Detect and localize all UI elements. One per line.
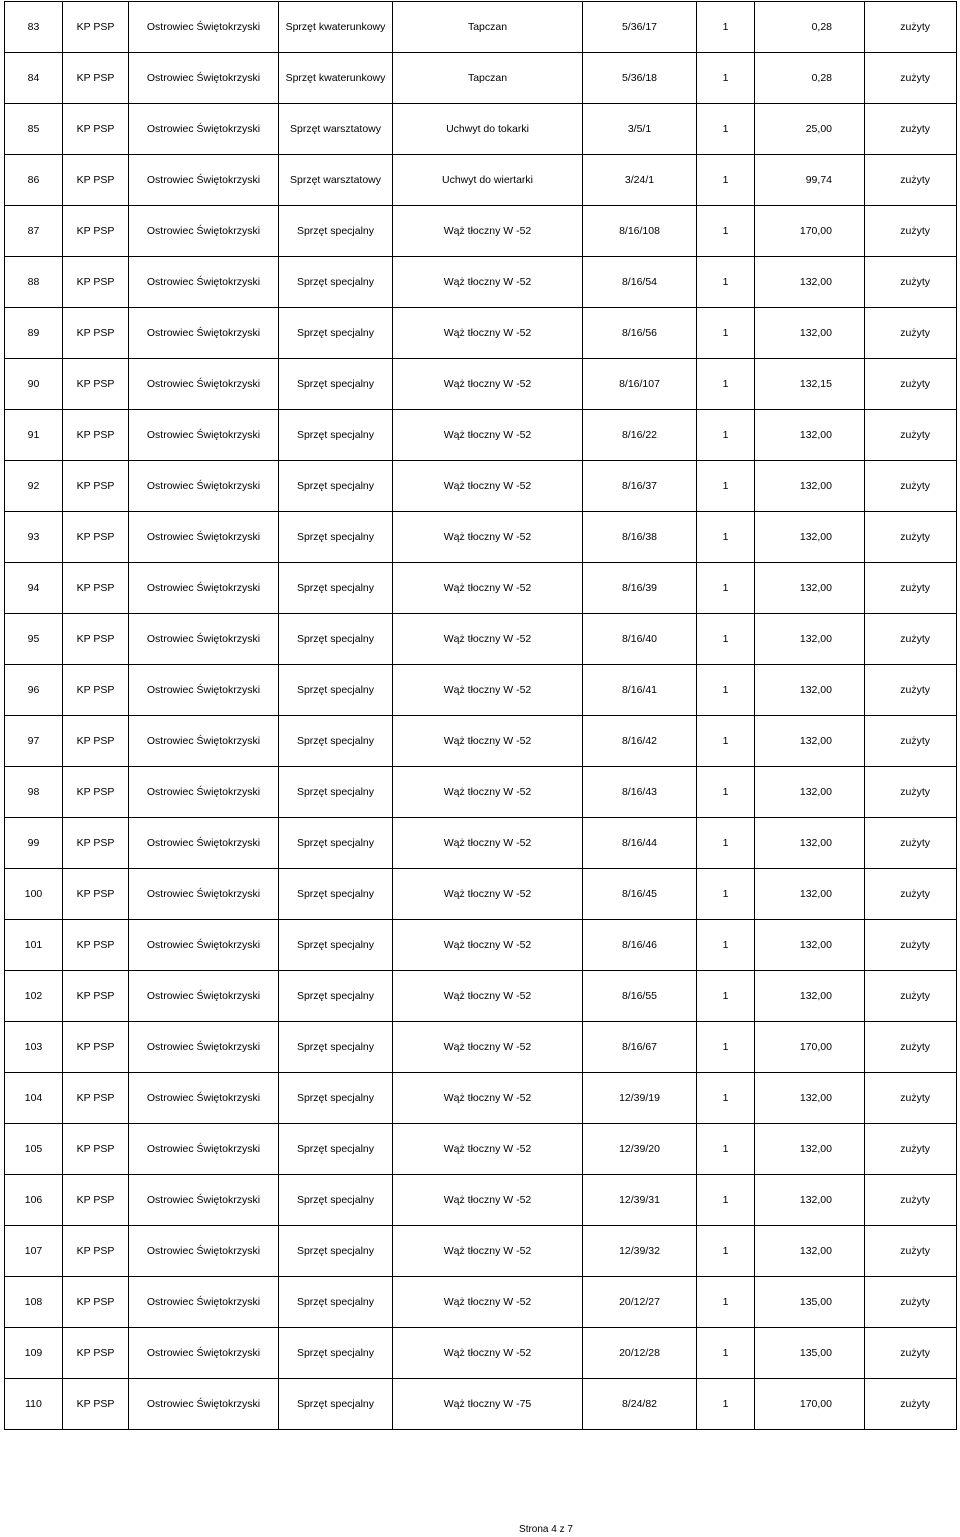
cell-value: 25,00 xyxy=(755,104,865,155)
cell-value: 132,00 xyxy=(755,1226,865,1277)
cell-quantity: 1 xyxy=(697,1073,755,1124)
cell-unit: KP PSP xyxy=(63,869,129,920)
cell-quantity: 1 xyxy=(697,461,755,512)
cell-quantity: 1 xyxy=(697,614,755,665)
cell-inventory-number: 20/12/27 xyxy=(583,1277,697,1328)
cell-lp: 98 xyxy=(5,767,63,818)
table-row xyxy=(5,971,957,1022)
cell-name: Wąż tłoczny W -52 xyxy=(393,716,583,767)
cell-unit: KP PSP xyxy=(63,1073,129,1124)
cell-lp: 84 xyxy=(5,53,63,104)
cell-unit: KP PSP xyxy=(63,1379,129,1430)
cell-city: Ostrowiec Świętokrzyski xyxy=(129,920,279,971)
cell-status: zużyty xyxy=(865,512,957,563)
cell-quantity: 1 xyxy=(697,308,755,359)
cell-quantity: 1 xyxy=(697,869,755,920)
cell-group: Sprzęt kwaterunkowy xyxy=(279,53,393,104)
cell-lp: 109 xyxy=(5,1328,63,1379)
cell-unit: KP PSP xyxy=(63,2,129,53)
cell-inventory-number: 8/16/67 xyxy=(583,1022,697,1073)
cell-city: Ostrowiec Świętokrzyski xyxy=(129,410,279,461)
table-row xyxy=(5,1022,957,1073)
cell-lp: 107 xyxy=(5,1226,63,1277)
cell-group: Sprzęt specjalny xyxy=(279,563,393,614)
cell-value: 135,00 xyxy=(755,1277,865,1328)
cell-status: zużyty xyxy=(865,1022,957,1073)
cell-unit: KP PSP xyxy=(63,410,129,461)
cell-unit: KP PSP xyxy=(63,104,129,155)
cell-value: 132,00 xyxy=(755,563,865,614)
table-row xyxy=(5,716,957,767)
cell-unit: KP PSP xyxy=(63,1328,129,1379)
cell-unit: KP PSP xyxy=(63,308,129,359)
cell-name: Wąż tłoczny W -52 xyxy=(393,1073,583,1124)
cell-inventory-number: 8/16/56 xyxy=(583,308,697,359)
cell-name: Wąż tłoczny W -52 xyxy=(393,767,583,818)
table-row xyxy=(5,461,957,512)
cell-city: Ostrowiec Świętokrzyski xyxy=(129,155,279,206)
cell-lp: 95 xyxy=(5,614,63,665)
table-row xyxy=(5,1175,957,1226)
cell-unit: KP PSP xyxy=(63,359,129,410)
table-row xyxy=(5,920,957,971)
cell-group: Sprzęt specjalny xyxy=(279,869,393,920)
cell-quantity: 1 xyxy=(697,1328,755,1379)
cell-quantity: 1 xyxy=(697,2,755,53)
cell-city: Ostrowiec Świętokrzyski xyxy=(129,665,279,716)
cell-name: Wąż tłoczny W -75 xyxy=(393,1379,583,1430)
cell-group: Sprzęt specjalny xyxy=(279,410,393,461)
cell-quantity: 1 xyxy=(697,410,755,461)
cell-city: Ostrowiec Świętokrzyski xyxy=(129,818,279,869)
cell-city: Ostrowiec Świętokrzyski xyxy=(129,1124,279,1175)
cell-quantity: 1 xyxy=(697,53,755,104)
cell-inventory-number: 8/16/45 xyxy=(583,869,697,920)
cell-inventory-number: 8/16/46 xyxy=(583,920,697,971)
cell-group: Sprzęt specjalny xyxy=(279,461,393,512)
cell-group: Sprzęt specjalny xyxy=(279,1022,393,1073)
cell-lp: 85 xyxy=(5,104,63,155)
cell-lp: 104 xyxy=(5,1073,63,1124)
cell-name: Wąż tłoczny W -52 xyxy=(393,563,583,614)
cell-quantity: 1 xyxy=(697,206,755,257)
cell-value: 0,28 xyxy=(755,53,865,104)
cell-status: zużyty xyxy=(865,920,957,971)
cell-city: Ostrowiec Świętokrzyski xyxy=(129,257,279,308)
table-row xyxy=(5,410,957,461)
table-row xyxy=(5,2,957,53)
cell-quantity: 1 xyxy=(697,818,755,869)
cell-name: Wąż tłoczny W -52 xyxy=(393,359,583,410)
cell-city: Ostrowiec Świętokrzyski xyxy=(129,563,279,614)
table-row xyxy=(5,155,957,206)
cell-lp: 92 xyxy=(5,461,63,512)
cell-value: 132,00 xyxy=(755,308,865,359)
cell-unit: KP PSP xyxy=(63,512,129,563)
cell-lp: 86 xyxy=(5,155,63,206)
cell-status: zużyty xyxy=(865,206,957,257)
cell-value: 132,00 xyxy=(755,920,865,971)
cell-value: 170,00 xyxy=(755,206,865,257)
cell-status: zużyty xyxy=(865,716,957,767)
table-row xyxy=(5,665,957,716)
cell-name: Wąż tłoczny W -52 xyxy=(393,920,583,971)
table-row xyxy=(5,104,957,155)
cell-inventory-number: 5/36/17 xyxy=(583,2,697,53)
cell-unit: KP PSP xyxy=(63,1277,129,1328)
cell-city: Ostrowiec Świętokrzyski xyxy=(129,614,279,665)
cell-name: Wąż tłoczny W -52 xyxy=(393,461,583,512)
cell-name: Wąż tłoczny W -52 xyxy=(393,1124,583,1175)
table-row xyxy=(5,53,957,104)
cell-city: Ostrowiec Świętokrzyski xyxy=(129,971,279,1022)
cell-inventory-number: 3/5/1 xyxy=(583,104,697,155)
cell-status: zużyty xyxy=(865,308,957,359)
cell-name: Wąż tłoczny W -52 xyxy=(393,818,583,869)
cell-name: Wąż tłoczny W -52 xyxy=(393,614,583,665)
cell-unit: KP PSP xyxy=(63,971,129,1022)
cell-status: zużyty xyxy=(865,971,957,1022)
cell-inventory-number: 8/16/43 xyxy=(583,767,697,818)
cell-city: Ostrowiec Świętokrzyski xyxy=(129,53,279,104)
cell-city: Ostrowiec Świętokrzyski xyxy=(129,104,279,155)
cell-status: zużyty xyxy=(865,818,957,869)
cell-status: zużyty xyxy=(865,2,957,53)
cell-quantity: 1 xyxy=(697,767,755,818)
cell-status: zużyty xyxy=(865,257,957,308)
cell-unit: KP PSP xyxy=(63,665,129,716)
cell-quantity: 1 xyxy=(697,104,755,155)
cell-quantity: 1 xyxy=(697,1379,755,1430)
table-row xyxy=(5,869,957,920)
cell-value: 132,00 xyxy=(755,512,865,563)
cell-name: Wąż tłoczny W -52 xyxy=(393,1226,583,1277)
table-row xyxy=(5,767,957,818)
cell-quantity: 1 xyxy=(697,665,755,716)
cell-name: Wąż tłoczny W -52 xyxy=(393,665,583,716)
cell-name: Wąż tłoczny W -52 xyxy=(393,257,583,308)
cell-name: Uchwyt do wiertarki xyxy=(393,155,583,206)
cell-value: 132,00 xyxy=(755,614,865,665)
cell-lp: 102 xyxy=(5,971,63,1022)
cell-unit: KP PSP xyxy=(63,1124,129,1175)
cell-group: Sprzęt specjalny xyxy=(279,512,393,563)
table-row xyxy=(5,1328,957,1379)
cell-status: zużyty xyxy=(865,1379,957,1430)
cell-status: zużyty xyxy=(865,1073,957,1124)
table-row xyxy=(5,359,957,410)
table-row xyxy=(5,206,957,257)
cell-unit: KP PSP xyxy=(63,920,129,971)
table-row xyxy=(5,818,957,869)
cell-quantity: 1 xyxy=(697,1226,755,1277)
cell-group: Sprzęt specjalny xyxy=(279,359,393,410)
cell-group: Sprzęt specjalny xyxy=(279,1124,393,1175)
cell-lp: 94 xyxy=(5,563,63,614)
cell-city: Ostrowiec Świętokrzyski xyxy=(129,1022,279,1073)
table-row xyxy=(5,1226,957,1277)
cell-name: Wąż tłoczny W -52 xyxy=(393,971,583,1022)
cell-lp: 93 xyxy=(5,512,63,563)
cell-name: Wąż tłoczny W -52 xyxy=(393,1328,583,1379)
cell-status: zużyty xyxy=(865,410,957,461)
cell-inventory-number: 8/16/54 xyxy=(583,257,697,308)
cell-inventory-number: 8/16/37 xyxy=(583,461,697,512)
cell-status: zużyty xyxy=(865,104,957,155)
cell-value: 99,74 xyxy=(755,155,865,206)
table-row xyxy=(5,1379,957,1430)
table-row xyxy=(5,512,957,563)
cell-value: 132,00 xyxy=(755,257,865,308)
cell-city: Ostrowiec Świętokrzyski xyxy=(129,1328,279,1379)
cell-name: Wąż tłoczny W -52 xyxy=(393,1277,583,1328)
cell-value: 0,28 xyxy=(755,2,865,53)
cell-status: zużyty xyxy=(865,614,957,665)
cell-value: 132,00 xyxy=(755,410,865,461)
cell-name: Tapczan xyxy=(393,53,583,104)
cell-group: Sprzęt specjalny xyxy=(279,716,393,767)
cell-status: zużyty xyxy=(865,665,957,716)
cell-unit: KP PSP xyxy=(63,614,129,665)
cell-unit: KP PSP xyxy=(63,461,129,512)
cell-unit: KP PSP xyxy=(63,1226,129,1277)
cell-city: Ostrowiec Świętokrzyski xyxy=(129,1379,279,1430)
table-row xyxy=(5,308,957,359)
inventory-table xyxy=(4,1,957,1430)
cell-quantity: 1 xyxy=(697,155,755,206)
cell-lp: 91 xyxy=(5,410,63,461)
cell-lp: 97 xyxy=(5,716,63,767)
cell-status: zużyty xyxy=(865,1175,957,1226)
cell-value: 132,00 xyxy=(755,869,865,920)
cell-quantity: 1 xyxy=(697,716,755,767)
cell-quantity: 1 xyxy=(697,971,755,1022)
cell-value: 132,00 xyxy=(755,971,865,1022)
cell-unit: KP PSP xyxy=(63,1175,129,1226)
table-row xyxy=(5,563,957,614)
cell-name: Wąż tłoczny W -52 xyxy=(393,206,583,257)
cell-inventory-number: 12/39/32 xyxy=(583,1226,697,1277)
cell-group: Sprzęt specjalny xyxy=(279,1226,393,1277)
table-row xyxy=(5,1277,957,1328)
cell-value: 132,00 xyxy=(755,461,865,512)
cell-group: Sprzęt specjalny xyxy=(279,1328,393,1379)
cell-value: 132,00 xyxy=(755,1175,865,1226)
cell-group: Sprzęt specjalny xyxy=(279,308,393,359)
cell-lp: 96 xyxy=(5,665,63,716)
cell-city: Ostrowiec Świętokrzyski xyxy=(129,869,279,920)
cell-city: Ostrowiec Świętokrzyski xyxy=(129,359,279,410)
cell-value: 135,00 xyxy=(755,1328,865,1379)
cell-quantity: 1 xyxy=(697,1175,755,1226)
cell-city: Ostrowiec Świętokrzyski xyxy=(129,1175,279,1226)
cell-city: Ostrowiec Świętokrzyski xyxy=(129,308,279,359)
cell-status: zużyty xyxy=(865,1328,957,1379)
cell-city: Ostrowiec Świętokrzyski xyxy=(129,716,279,767)
cell-city: Ostrowiec Świętokrzyski xyxy=(129,2,279,53)
cell-unit: KP PSP xyxy=(63,818,129,869)
cell-status: zużyty xyxy=(865,1124,957,1175)
cell-lp: 83 xyxy=(5,2,63,53)
cell-lp: 100 xyxy=(5,869,63,920)
cell-city: Ostrowiec Świętokrzyski xyxy=(129,512,279,563)
cell-inventory-number: 8/16/108 xyxy=(583,206,697,257)
cell-status: zużyty xyxy=(865,1226,957,1277)
cell-group: Sprzęt specjalny xyxy=(279,971,393,1022)
table-row xyxy=(5,1124,957,1175)
cell-value: 132,00 xyxy=(755,1124,865,1175)
cell-inventory-number: 8/16/39 xyxy=(583,563,697,614)
cell-lp: 90 xyxy=(5,359,63,410)
cell-group: Sprzęt specjalny xyxy=(279,1073,393,1124)
cell-lp: 105 xyxy=(5,1124,63,1175)
cell-status: zużyty xyxy=(865,563,957,614)
cell-city: Ostrowiec Świętokrzyski xyxy=(129,767,279,818)
cell-unit: KP PSP xyxy=(63,767,129,818)
page-footer xyxy=(0,1524,960,1535)
cell-inventory-number: 8/16/40 xyxy=(583,614,697,665)
cell-quantity: 1 xyxy=(697,1022,755,1073)
cell-unit: KP PSP xyxy=(63,257,129,308)
cell-group: Sprzęt specjalny xyxy=(279,206,393,257)
cell-group: Sprzęt specjalny xyxy=(279,818,393,869)
cell-inventory-number: 8/16/38 xyxy=(583,512,697,563)
cell-lp: 89 xyxy=(5,308,63,359)
cell-group: Sprzęt specjalny xyxy=(279,767,393,818)
cell-lp: 106 xyxy=(5,1175,63,1226)
cell-inventory-number: 12/39/20 xyxy=(583,1124,697,1175)
cell-city: Ostrowiec Świętokrzyski xyxy=(129,1277,279,1328)
cell-name: Uchwyt do tokarki xyxy=(393,104,583,155)
cell-inventory-number: 3/24/1 xyxy=(583,155,697,206)
cell-unit: KP PSP xyxy=(63,563,129,614)
cell-inventory-number: 8/24/82 xyxy=(583,1379,697,1430)
cell-inventory-number: 8/16/107 xyxy=(583,359,697,410)
cell-group: Sprzęt specjalny xyxy=(279,920,393,971)
cell-inventory-number: 20/12/28 xyxy=(583,1328,697,1379)
cell-group: Sprzęt warsztatowy xyxy=(279,104,393,155)
cell-lp: 87 xyxy=(5,206,63,257)
cell-value: 170,00 xyxy=(755,1022,865,1073)
cell-group: Sprzęt specjalny xyxy=(279,665,393,716)
table-row xyxy=(5,257,957,308)
cell-value: 132,15 xyxy=(755,359,865,410)
cell-unit: KP PSP xyxy=(63,155,129,206)
cell-name: Wąż tłoczny W -52 xyxy=(393,512,583,563)
cell-inventory-number: 12/39/19 xyxy=(583,1073,697,1124)
cell-inventory-number: 8/16/42 xyxy=(583,716,697,767)
cell-group: Sprzęt specjalny xyxy=(279,1175,393,1226)
cell-value: 170,00 xyxy=(755,1379,865,1430)
cell-quantity: 1 xyxy=(697,359,755,410)
cell-city: Ostrowiec Świętokrzyski xyxy=(129,206,279,257)
cell-value: 132,00 xyxy=(755,665,865,716)
cell-status: zużyty xyxy=(865,1277,957,1328)
cell-quantity: 1 xyxy=(697,1277,755,1328)
table-body xyxy=(5,2,957,1430)
cell-status: zużyty xyxy=(865,869,957,920)
cell-quantity: 1 xyxy=(697,257,755,308)
cell-status: zużyty xyxy=(865,359,957,410)
cell-lp: 108 xyxy=(5,1277,63,1328)
cell-lp: 101 xyxy=(5,920,63,971)
cell-group: Sprzęt specjalny xyxy=(279,614,393,665)
cell-lp: 103 xyxy=(5,1022,63,1073)
cell-value: 132,00 xyxy=(755,716,865,767)
cell-lp: 99 xyxy=(5,818,63,869)
cell-inventory-number: 8/16/22 xyxy=(583,410,697,461)
cell-name: Wąż tłoczny W -52 xyxy=(393,410,583,461)
cell-status: zużyty xyxy=(865,53,957,104)
cell-lp: 88 xyxy=(5,257,63,308)
cell-city: Ostrowiec Świętokrzyski xyxy=(129,1073,279,1124)
cell-inventory-number: 8/16/44 xyxy=(583,818,697,869)
cell-city: Ostrowiec Świętokrzyski xyxy=(129,1226,279,1277)
cell-name: Wąż tłoczny W -52 xyxy=(393,1022,583,1073)
table-row xyxy=(5,1073,957,1124)
page-number: Strona 4 z 7 xyxy=(519,1524,573,1535)
cell-group: Sprzęt warsztatowy xyxy=(279,155,393,206)
cell-status: zużyty xyxy=(865,461,957,512)
cell-name: Wąż tłoczny W -52 xyxy=(393,1175,583,1226)
cell-value: 132,00 xyxy=(755,818,865,869)
cell-lp: 110 xyxy=(5,1379,63,1430)
cell-group: Sprzęt specjalny xyxy=(279,1277,393,1328)
cell-quantity: 1 xyxy=(697,563,755,614)
cell-city: Ostrowiec Świętokrzyski xyxy=(129,461,279,512)
cell-unit: KP PSP xyxy=(63,206,129,257)
cell-name: Tapczan xyxy=(393,2,583,53)
cell-unit: KP PSP xyxy=(63,1022,129,1073)
cell-quantity: 1 xyxy=(697,1124,755,1175)
table-row xyxy=(5,614,957,665)
cell-unit: KP PSP xyxy=(63,53,129,104)
cell-inventory-number: 8/16/41 xyxy=(583,665,697,716)
cell-quantity: 1 xyxy=(697,512,755,563)
cell-group: Sprzęt specjalny xyxy=(279,257,393,308)
cell-inventory-number: 8/16/55 xyxy=(583,971,697,1022)
cell-group: Sprzęt kwaterunkowy xyxy=(279,2,393,53)
cell-name: Wąż tłoczny W -52 xyxy=(393,308,583,359)
cell-group: Sprzęt specjalny xyxy=(279,1379,393,1430)
cell-status: zużyty xyxy=(865,767,957,818)
cell-inventory-number: 5/36/18 xyxy=(583,53,697,104)
cell-inventory-number: 12/39/31 xyxy=(583,1175,697,1226)
cell-value: 132,00 xyxy=(755,767,865,818)
cell-name: Wąż tłoczny W -52 xyxy=(393,869,583,920)
cell-quantity: 1 xyxy=(697,920,755,971)
cell-unit: KP PSP xyxy=(63,716,129,767)
cell-status: zużyty xyxy=(865,155,957,206)
cell-value: 132,00 xyxy=(755,1073,865,1124)
